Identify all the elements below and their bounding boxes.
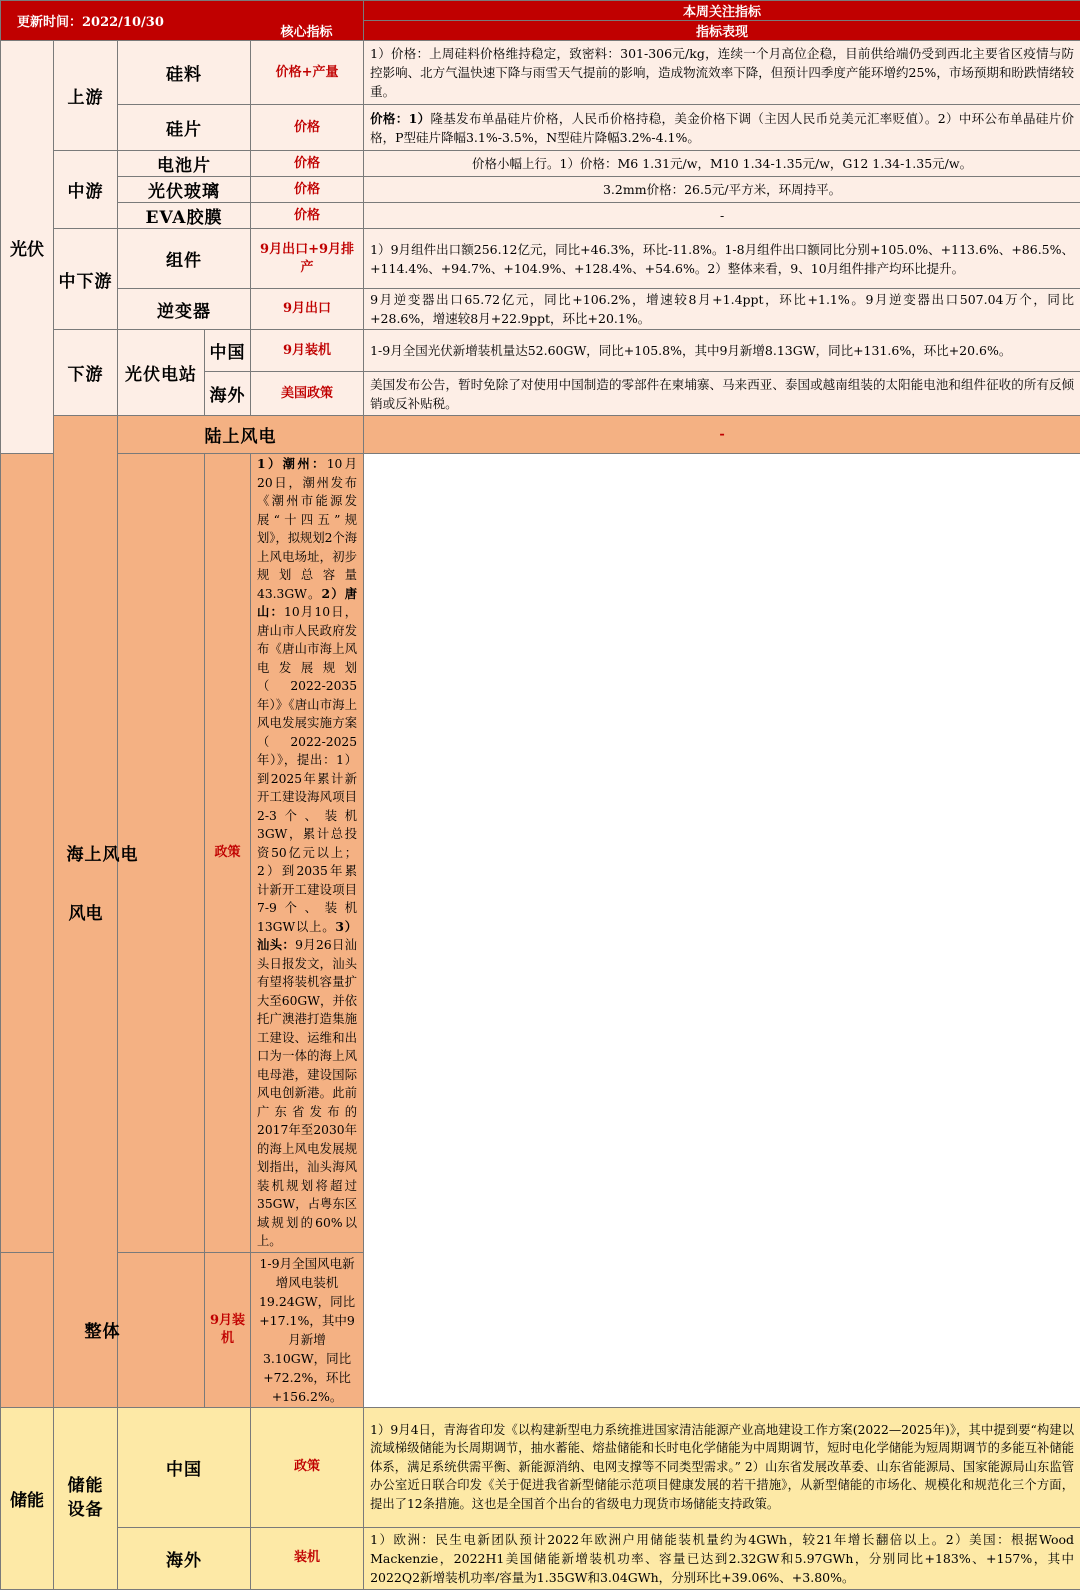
station-label: 光伏电站 — [118, 330, 205, 416]
storage-overseas-indicator: 装机 — [251, 1527, 364, 1589]
storage-overseas-desc: 1）欧洲：民生电新团队预计2022年欧洲户用储能装机量约为4GWh，较21年增长翻倍以上。2）美国：根据Wood Mackenzie，2022H1美国储能新增装机功率、容量已达到2.32GW和5.97GWh，分别同比+183%、+157%，其中2022Q2新增装机功率/容量为1.35GW和3.04GWh，分别环比+39.06%、+3.80%。 — [364, 1527, 1080, 1589]
sector-storage: 储能 — [1, 1407, 54, 1589]
module-desc: 1）9月组件出口额256.12亿元，同比+46.3%，环比-11.8%。1-8月组件出口额同比分别+105.0%、+113.6%、+86.5%、+114.4%、+94.7%、+104.9%、+128.4%、+54.6%。2）整体来看，9、10月组件排产均环比提升。 — [364, 229, 1080, 289]
station-overseas-desc: 美国发布公告，暂时免除了对使用中国制造的零部件在柬埔寨、马来西亚、泰国或越南组装的太阳能电池和组件征收的所有反倾销或反补贴税。 — [364, 372, 1080, 416]
glass-desc: 3.2mm价格：26.5元/平方米，环周持平。 — [364, 177, 1080, 203]
storage-equipment: 储能 设备 — [54, 1407, 118, 1589]
glass-indicator: 价格 — [251, 177, 364, 203]
storage-overseas-label: 海外 — [118, 1527, 251, 1589]
silicon-material-label: 硅料 — [118, 41, 251, 105]
onshore-indicator: - — [364, 416, 1080, 454]
cell-desc: 价格小幅上行。1）价格：M6 1.31元/w，M10 1.34-1.35元/w，G12 1.34-1.35元/w。 — [364, 151, 1080, 177]
station-china-desc: 1-9月全国光伏新增装机量达52.60GW，同比+105.8%，其中9月新增8.13GW，同比+131.6%，环比+20.6%。 — [364, 330, 1080, 372]
focus-title: 本周关注指标 — [364, 1, 1080, 21]
offshore-desc: 1）潮州：10月20日，潮州发布《潮州市能源发展“十四五”规划》，拟规划2个海上风电场址，初步规划总容量43.3GW。2）唐山：10月10日，唐山市人民政府发布《唐山市海上风电发展规划（2022-2035年）》《唐山市海上风电发展实施方案（2022-2025年）》，提出：1）到2025年累计新开工建设海风项目2-3个、装机3GW，累计总投资50亿元以上；2）到2035年累计新开工建设项目7-9个、装机13GW以上。3）汕头：9月26日汕头日报发文，汕头有望将装机容量扩大至60GW，并依托广澳港打造集施工建设、运维和出口为一体的海上风电母港，建设国际风电创新港。此前广东省发布的2017年至2030年的海上风电发展规划指出，汕头海风装机规划将超过35GW，占粤东区域规划的60%以上。 — [251, 454, 364, 1253]
storage-china-indicator: 政策 — [251, 1407, 364, 1527]
station-china-label: 中国 — [205, 330, 251, 372]
wafer-label: 硅片 — [118, 105, 251, 151]
update-time: 更新时间：2022/10/30 — [1, 1, 364, 41]
pv-midstream: 中游 — [54, 151, 118, 229]
sector-pv: 光伏 — [1, 41, 54, 454]
storage-china-desc: 1）9月4日，青海省印发《以构建新型电力系统推进国家清洁能源产业高地建设工作方案(2022—2025年)》，其中提到要“构建以流域梯级储能为长周期调节，抽水蓄能、熔盐储能和长时电化学储能为中周期调节，短时电化学储能为短周期调节的多能互补储能体系，满足系统供需平衡、新能源消纳、电网支撑等不同类型需求。” 2）山东省发展改革委、山东省能源局、国家能源局山东监管办公室近日联合印发《关于促进我省新型储能示范项目健康发展的若干措施》，从新型储能的市场化、规模化和规范化三个方面，提出了12条措施。这也是全国首个出台的省级电力现货市场储能支持政策。 — [364, 1407, 1080, 1527]
silicon-material-indicator: 价格+产量 — [251, 41, 364, 105]
eva-desc: - — [364, 203, 1080, 229]
eva-label: EVA胶膜 — [118, 203, 251, 229]
wafer-indicator: 价格 — [251, 105, 364, 151]
inverter-label: 逆变器 — [118, 289, 251, 330]
onshore-label: 陆上风电 — [118, 416, 364, 454]
glass-label: 光伏玻璃 — [118, 177, 251, 203]
station-overseas-indicator: 美国政策 — [251, 372, 364, 416]
pv-mid-down: 中下游 — [54, 229, 118, 330]
module-indicator: 9月出口+9月排产 — [251, 229, 364, 289]
cell-label: 电池片 — [118, 151, 251, 177]
inverter-indicator: 9月出口 — [251, 289, 364, 330]
performance-header: 核心指标 指标表现 — [364, 21, 1080, 41]
station-china-indicator: 9月装机 — [251, 330, 364, 372]
storage-china-label: 中国 — [118, 1407, 251, 1527]
cell-indicator: 价格 — [251, 151, 364, 177]
offshore-label: 海上风电 — [1, 454, 205, 1253]
pv-downstream: 下游 — [54, 330, 118, 416]
silicon-material-desc: 1）价格：上周硅料价格维持稳定，致密料：301-306元/kg，连续一个月高位企稳，目前供给端仍受到西北主要省区疫情与防控影响、北方气温快速下降与雨雪天气提前的影响，造成物流效率下降，但预计四季度产能环增约25%，市场预期和盼跌情绪较重。 — [364, 41, 1080, 105]
pv-upstream: 上游 — [54, 41, 118, 151]
wafer-desc: 价格：1）隆基发布单晶硅片价格，人民币价格持稳，美金价格下调（主因人民币兑美元汇率贬值）。2）中环公布单晶硅片价格，P型硅片降幅3.1%-3.5%，N型硅片降幅3.2%-4.1%。 — [364, 105, 1080, 151]
wind-overall-indicator: 9月装机 — [205, 1252, 251, 1407]
station-overseas-label: 海外 — [205, 372, 251, 416]
inverter-desc: 9月逆变器出口65.72亿元，同比+106.2%，增速较8月+1.4ppt，环比+1.1%。9月逆变器出口507.04万个，同比+28.6%，增速较8月+22.9ppt，环比+20.1%。 — [364, 289, 1080, 330]
eva-indicator: 价格 — [251, 203, 364, 229]
module-label: 组件 — [118, 229, 251, 289]
sector-wind: 风电 — [54, 416, 118, 1408]
offshore-indicator: 政策 — [205, 454, 251, 1253]
wind-overall-label: 整体 — [1, 1252, 205, 1407]
wind-overall-desc: 1-9月全国风电新增风电装机19.24GW，同比+17.1%，其中9月新增3.10GW，同比+72.2%，环比+156.2%。 — [251, 1252, 364, 1407]
